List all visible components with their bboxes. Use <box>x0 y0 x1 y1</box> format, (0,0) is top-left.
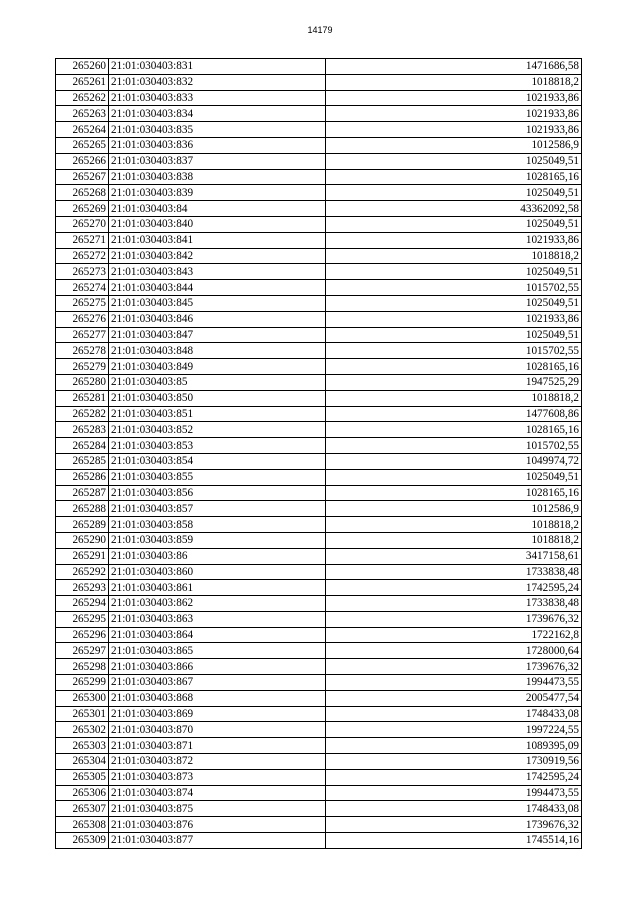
cadastral-number-cell: 21:01:030403:833 <box>109 90 326 106</box>
table-row <box>56 374 582 390</box>
cadastral-number-cell: 21:01:030403:836 <box>109 137 326 153</box>
table-row <box>56 422 582 438</box>
table-row <box>56 532 582 548</box>
value-cell: 1025049,51 <box>326 264 582 280</box>
row-number-cell: 265289 <box>56 517 109 533</box>
row-number-cell: 265302 <box>56 722 109 738</box>
cadastral-number-cell: 21:01:030403:865 <box>109 643 326 659</box>
table-row <box>56 611 582 627</box>
row-number-cell: 265306 <box>56 785 109 801</box>
value-cell: 1730919,56 <box>326 754 582 770</box>
table-row <box>56 280 582 296</box>
table-row <box>56 769 582 785</box>
cadastral-number-cell: 21:01:030403:866 <box>109 659 326 675</box>
value-cell: 1089395,09 <box>326 738 582 754</box>
row-number-cell: 265276 <box>56 311 109 327</box>
row-number-cell: 265264 <box>56 122 109 138</box>
row-number-cell: 265293 <box>56 580 109 596</box>
value-cell: 1471686,58 <box>326 59 582 75</box>
value-cell: 1739676,32 <box>326 659 582 675</box>
cadastral-number-cell: 21:01:030403:85 <box>109 374 326 390</box>
cadastral-number-cell: 21:01:030403:854 <box>109 453 326 469</box>
row-number-cell: 265297 <box>56 643 109 659</box>
row-number-cell: 265271 <box>56 232 109 248</box>
row-number-cell: 265279 <box>56 359 109 375</box>
value-cell: 1745514,16 <box>326 833 582 849</box>
table-row <box>56 517 582 533</box>
table-row <box>56 390 582 406</box>
cadastral-number-cell: 21:01:030403:845 <box>109 295 326 311</box>
cadastral-number-cell: 21:01:030403:852 <box>109 422 326 438</box>
value-cell: 1025049,51 <box>326 185 582 201</box>
value-cell: 1028165,16 <box>326 359 582 375</box>
value-cell: 1049974,72 <box>326 453 582 469</box>
table-row <box>56 343 582 359</box>
value-cell: 1025049,51 <box>326 295 582 311</box>
cadastral-number-cell: 21:01:030403:862 <box>109 596 326 612</box>
row-number-cell: 265301 <box>56 706 109 722</box>
value-cell: 1012586,9 <box>326 137 582 153</box>
value-cell: 1028165,16 <box>326 485 582 501</box>
row-number-cell: 265263 <box>56 106 109 122</box>
row-number-cell: 265284 <box>56 438 109 454</box>
table-row <box>56 153 582 169</box>
value-cell: 43362092,58 <box>326 201 582 217</box>
table-row <box>56 185 582 201</box>
table-body <box>56 59 582 849</box>
value-cell: 1748433,08 <box>326 801 582 817</box>
value-cell: 2005477,54 <box>326 690 582 706</box>
cadastral-number-cell: 21:01:030403:864 <box>109 627 326 643</box>
value-cell: 1742595,24 <box>326 580 582 596</box>
cadastral-number-cell: 21:01:030403:847 <box>109 327 326 343</box>
cadastral-number-cell: 21:01:030403:856 <box>109 485 326 501</box>
value-cell: 1021933,86 <box>326 311 582 327</box>
value-cell: 1021933,86 <box>326 106 582 122</box>
table-row <box>56 659 582 675</box>
cadastral-number-cell: 21:01:030403:858 <box>109 517 326 533</box>
row-number-cell: 265294 <box>56 596 109 612</box>
table-row <box>56 74 582 90</box>
value-cell: 1728000,64 <box>326 643 582 659</box>
row-number-cell: 265295 <box>56 611 109 627</box>
table-row <box>56 690 582 706</box>
cadastral-number-cell: 21:01:030403:832 <box>109 74 326 90</box>
table-row <box>56 264 582 280</box>
cadastral-number-cell: 21:01:030403:846 <box>109 311 326 327</box>
value-cell: 1739676,32 <box>326 817 582 833</box>
cadastral-number-cell: 21:01:030403:875 <box>109 801 326 817</box>
table-row <box>56 406 582 422</box>
cadastral-number-cell: 21:01:030403:851 <box>109 406 326 422</box>
table-row <box>56 469 582 485</box>
table-row <box>56 201 582 217</box>
row-number-cell: 265285 <box>56 453 109 469</box>
value-cell: 1018818,2 <box>326 248 582 264</box>
table-row <box>56 311 582 327</box>
value-cell: 1021933,86 <box>326 232 582 248</box>
table-row <box>56 754 582 770</box>
row-number-cell: 265274 <box>56 280 109 296</box>
table-row <box>56 106 582 122</box>
cadastral-number-cell: 21:01:030403:848 <box>109 343 326 359</box>
value-cell: 1997224,55 <box>326 722 582 738</box>
row-number-cell: 265300 <box>56 690 109 706</box>
value-cell: 1739676,32 <box>326 611 582 627</box>
cadastral-number-cell: 21:01:030403:853 <box>109 438 326 454</box>
value-cell: 1015702,55 <box>326 280 582 296</box>
cadastral-number-cell: 21:01:030403:871 <box>109 738 326 754</box>
cadastral-number-cell: 21:01:030403:877 <box>109 833 326 849</box>
table-row <box>56 501 582 517</box>
value-cell: 1025049,51 <box>326 469 582 485</box>
row-number-cell: 265290 <box>56 532 109 548</box>
table-row <box>56 785 582 801</box>
cadastral-number-cell: 21:01:030403:844 <box>109 280 326 296</box>
value-cell: 1742595,24 <box>326 769 582 785</box>
cadastral-number-cell: 21:01:030403:876 <box>109 817 326 833</box>
row-number-cell: 265260 <box>56 59 109 75</box>
row-number-cell: 265278 <box>56 343 109 359</box>
row-number-cell: 265309 <box>56 833 109 849</box>
row-number-cell: 265307 <box>56 801 109 817</box>
row-number-cell: 265298 <box>56 659 109 675</box>
table-row <box>56 738 582 754</box>
cadastral-number-cell: 21:01:030403:839 <box>109 185 326 201</box>
table-row <box>56 580 582 596</box>
table-row <box>56 216 582 232</box>
cadastral-number-cell: 21:01:030403:855 <box>109 469 326 485</box>
value-cell: 1994473,55 <box>326 675 582 691</box>
row-number-cell: 265266 <box>56 153 109 169</box>
table-row <box>56 295 582 311</box>
table-row <box>56 675 582 691</box>
cadastral-number-cell: 21:01:030403:849 <box>109 359 326 375</box>
table-row <box>56 548 582 564</box>
cadastral-number-cell: 21:01:030403:857 <box>109 501 326 517</box>
table-row <box>56 627 582 643</box>
row-number-cell: 265296 <box>56 627 109 643</box>
row-number-cell: 265268 <box>56 185 109 201</box>
table-row <box>56 438 582 454</box>
value-cell: 1028165,16 <box>326 422 582 438</box>
value-cell: 1021933,86 <box>326 122 582 138</box>
table-row <box>56 169 582 185</box>
row-number-cell: 265299 <box>56 675 109 691</box>
value-cell: 1733838,48 <box>326 564 582 580</box>
table-row <box>56 596 582 612</box>
row-number-cell: 265273 <box>56 264 109 280</box>
table-row <box>56 59 582 75</box>
cadastral-number-cell: 21:01:030403:838 <box>109 169 326 185</box>
cadastral-number-cell: 21:01:030403:834 <box>109 106 326 122</box>
value-cell: 1025049,51 <box>326 216 582 232</box>
table-row <box>56 485 582 501</box>
value-cell: 1018818,2 <box>326 517 582 533</box>
value-cell: 1018818,2 <box>326 74 582 90</box>
cadastral-number-cell: 21:01:030403:850 <box>109 390 326 406</box>
table-row <box>56 643 582 659</box>
data-table <box>55 58 582 849</box>
cadastral-number-cell: 21:01:030403:842 <box>109 248 326 264</box>
row-number-cell: 265281 <box>56 390 109 406</box>
row-number-cell: 265292 <box>56 564 109 580</box>
value-cell: 1015702,55 <box>326 343 582 359</box>
cadastral-number-cell: 21:01:030403:831 <box>109 59 326 75</box>
row-number-cell: 265265 <box>56 137 109 153</box>
cadastral-number-cell: 21:01:030403:863 <box>109 611 326 627</box>
row-number-cell: 265277 <box>56 327 109 343</box>
table-row <box>56 122 582 138</box>
value-cell: 1994473,55 <box>326 785 582 801</box>
cadastral-number-cell: 21:01:030403:860 <box>109 564 326 580</box>
page-number: 14179 <box>307 25 333 35</box>
row-number-cell: 265308 <box>56 817 109 833</box>
row-number-cell: 265261 <box>56 74 109 90</box>
row-number-cell: 265287 <box>56 485 109 501</box>
row-number-cell: 265272 <box>56 248 109 264</box>
value-cell: 1477608,86 <box>326 406 582 422</box>
value-cell: 3417158,61 <box>326 548 582 564</box>
row-number-cell: 265270 <box>56 216 109 232</box>
value-cell: 1722162,8 <box>326 627 582 643</box>
cadastral-number-cell: 21:01:030403:840 <box>109 216 326 232</box>
table-row <box>56 232 582 248</box>
cadastral-number-cell: 21:01:030403:869 <box>109 706 326 722</box>
cadastral-number-cell: 21:01:030403:841 <box>109 232 326 248</box>
value-cell: 1018818,2 <box>326 390 582 406</box>
value-cell: 1021933,86 <box>326 90 582 106</box>
row-number-cell: 265286 <box>56 469 109 485</box>
cadastral-number-cell: 21:01:030403:861 <box>109 580 326 596</box>
row-number-cell: 265267 <box>56 169 109 185</box>
row-number-cell: 265303 <box>56 738 109 754</box>
cadastral-number-cell: 21:01:030403:84 <box>109 201 326 217</box>
row-number-cell: 265282 <box>56 406 109 422</box>
table-row <box>56 90 582 106</box>
cadastral-number-cell: 21:01:030403:835 <box>109 122 326 138</box>
value-cell: 1015702,55 <box>326 438 582 454</box>
value-cell: 1025049,51 <box>326 327 582 343</box>
table-row <box>56 359 582 375</box>
cadastral-number-cell: 21:01:030403:837 <box>109 153 326 169</box>
row-number-cell: 265269 <box>56 201 109 217</box>
cadastral-number-cell: 21:01:030403:86 <box>109 548 326 564</box>
cadastral-number-cell: 21:01:030403:872 <box>109 754 326 770</box>
row-number-cell: 265280 <box>56 374 109 390</box>
cadastral-number-cell: 21:01:030403:843 <box>109 264 326 280</box>
row-number-cell: 265275 <box>56 295 109 311</box>
value-cell: 1018818,2 <box>326 532 582 548</box>
cadastral-number-cell: 21:01:030403:868 <box>109 690 326 706</box>
table-row <box>56 453 582 469</box>
value-cell: 1748433,08 <box>326 706 582 722</box>
table-row <box>56 801 582 817</box>
table-row <box>56 248 582 264</box>
value-cell: 1012586,9 <box>326 501 582 517</box>
cadastral-number-cell: 21:01:030403:859 <box>109 532 326 548</box>
row-number-cell: 265291 <box>56 548 109 564</box>
cadastral-number-cell: 21:01:030403:870 <box>109 722 326 738</box>
row-number-cell: 265283 <box>56 422 109 438</box>
value-cell: 1025049,51 <box>326 153 582 169</box>
table-row <box>56 137 582 153</box>
cadastral-number-cell: 21:01:030403:867 <box>109 675 326 691</box>
row-number-cell: 265262 <box>56 90 109 106</box>
row-number-cell: 265288 <box>56 501 109 517</box>
table-row <box>56 833 582 849</box>
row-number-cell: 265304 <box>56 754 109 770</box>
table-row <box>56 564 582 580</box>
row-number-cell: 265305 <box>56 769 109 785</box>
value-cell: 1733838,48 <box>326 596 582 612</box>
cadastral-number-cell: 21:01:030403:874 <box>109 785 326 801</box>
table-row <box>56 722 582 738</box>
cadastral-number-cell: 21:01:030403:873 <box>109 769 326 785</box>
value-cell: 1947525,29 <box>326 374 582 390</box>
table-row <box>56 817 582 833</box>
value-cell: 1028165,16 <box>326 169 582 185</box>
table-row <box>56 706 582 722</box>
table-row <box>56 327 582 343</box>
